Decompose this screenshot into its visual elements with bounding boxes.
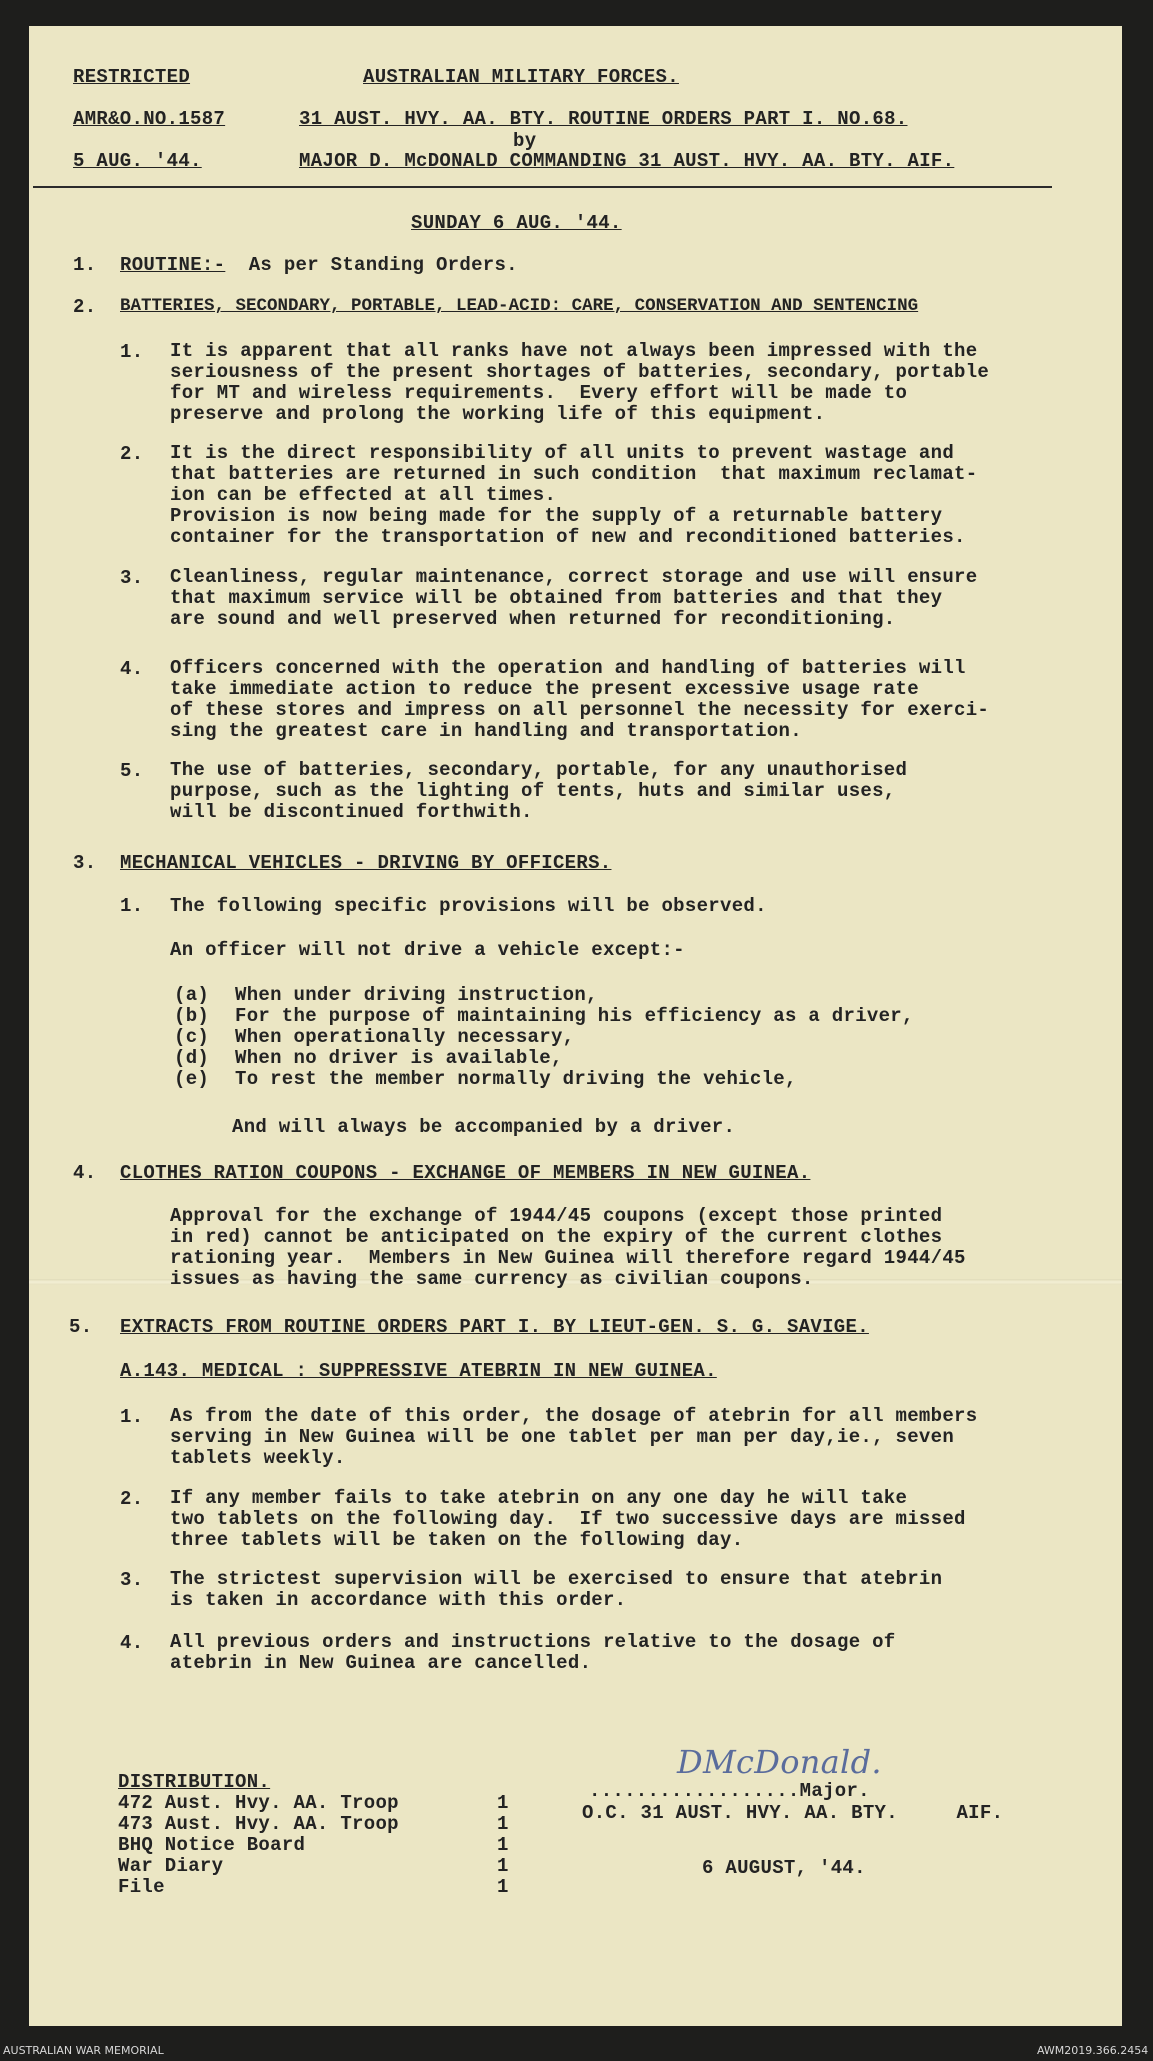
handwritten-signature: DMcDonald.	[677, 1743, 882, 1781]
list-item-number: 3.	[120, 567, 144, 589]
coupons-paragraph: Approval for the exchange of 1944/45 coupons (except those printed in red) cannot be anticipated on the expiry of the current clothes rationing year. Members in New Guinea will therefore regard 1944/45 issues as having the same currency as civilian coupons.	[170, 1205, 966, 1290]
list-item-number: 1.	[120, 1406, 144, 1428]
distribution-row-name: 473 Aust. Hvy. AA. Troop	[118, 1813, 399, 1835]
signature-dots-line: ..................Major.	[589, 1780, 870, 1802]
list-item-number: 1.	[120, 341, 144, 363]
section-title: BATTERIES, SECONDARY, PORTABLE, LEAD-ACID: CARE, CONSERVATION AND SENTENCING	[120, 296, 919, 316]
list-item-text: Officers concerned with the operation and handling of batteries will take immediate action to reduce the present excessive usage rate of these stores and impress on all personnel the necessity for exerci- sing the greatest care in handling and transportation.	[170, 657, 990, 742]
condition-key: (d)	[174, 1047, 210, 1069]
section-title: EXTRACTS FROM ROUTINE ORDERS PART I. BY LIEUT-GEN. S. G. SAVIGE.	[120, 1316, 869, 1338]
list-item-text: All previous orders and instructions relative to the dosage of atebrin in New Guinea are cancelled.	[170, 1631, 896, 1674]
condition-key: (e)	[174, 1068, 210, 1090]
section-routine	[120, 254, 518, 276]
distribution-row-name: BHQ Notice Board	[118, 1834, 306, 1856]
by-label: by	[513, 130, 537, 152]
signature-date: 6 AUGUST, '44.	[702, 1857, 866, 1879]
list-item-number: 5.	[120, 760, 144, 782]
issue-date: 5 AUG. '44.	[73, 150, 202, 172]
list-item-number: 3.	[120, 1569, 144, 1591]
header-rule	[33, 186, 1052, 188]
section-text: As per Standing Orders.	[225, 254, 518, 276]
list-item-number: 4.	[120, 658, 144, 680]
commanding-officer-line: MAJOR D. McDONALD COMMANDING 31 AUST. HVY. AA. BTY. AIF.	[299, 150, 955, 172]
date-heading: SUNDAY 6 AUG. '44.	[411, 212, 622, 234]
distribution-row-qty: 1	[497, 1855, 509, 1877]
list-item-number: 4.	[120, 1632, 144, 1654]
list-item-text: Cleanliness, regular maintenance, correct storage and use will ensure that maximum service will be obtained from batteries and that they are sound and well preserved when returned for reconditioning.	[170, 566, 978, 630]
condition-key: (c)	[174, 1026, 210, 1048]
vehicle-rule-intro: An officer will not drive a vehicle except:-	[170, 939, 685, 961]
distribution-heading: DISTRIBUTION.	[118, 1771, 271, 1793]
condition-key: (b)	[174, 1005, 210, 1027]
condition-text: For the purpose of maintaining his efficiency as a driver,	[235, 1005, 914, 1027]
section-number: 1.	[73, 254, 97, 276]
distribution-row-qty: 1	[497, 1792, 509, 1814]
list-item-text: The strictest supervision will be exercised to ensure that atebrin is taken in accordance with this order.	[170, 1568, 943, 1611]
organisation-title: AUSTRALIAN MILITARY FORCES.	[363, 66, 679, 88]
signatory-title: O.C. 31 AUST. HVY. AA. BTY. AIF.	[582, 1802, 1004, 1824]
section-title: CLOTHES RATION COUPONS - EXCHANGE OF MEMBERS IN NEW GUINEA.	[120, 1162, 811, 1184]
restricted-label: RESTRICTED	[73, 66, 191, 88]
archive-reference: AWM2019.366.2454	[1037, 2044, 1149, 2057]
list-item-text: The following specific provisions will be observed.	[170, 895, 767, 917]
section-number: 2.	[73, 296, 97, 318]
condition-key: (a)	[174, 984, 210, 1006]
archive-caption: AUSTRALIAN WAR MEMORIAL	[3, 2044, 164, 2057]
condition-text: When no driver is available,	[235, 1047, 563, 1069]
section-title: MECHANICAL VEHICLES - DRIVING BY OFFICERS.	[120, 852, 612, 874]
section-number: 3.	[73, 852, 97, 874]
distribution-row-name: 472 Aust. Hvy. AA. Troop	[118, 1792, 399, 1814]
condition-text: When under driving instruction,	[235, 984, 598, 1006]
section-subtitle: A.143. MEDICAL : SUPPRESSIVE ATEBRIN IN NEW GUINEA.	[120, 1360, 717, 1382]
section-number: 4.	[73, 1162, 97, 1184]
condition-text: When operationally necessary,	[235, 1026, 575, 1048]
document-page	[29, 26, 1122, 2026]
list-item-text: It is apparent that all ranks have not always been impressed with the seriousness of the present shortages of batteries, secondary, portable for MT and wireless requirements. Every effort will be made to preserve and prolong the working life of this equipment.	[170, 340, 990, 425]
vehicle-rule-closing: And will always be accompanied by a driver.	[232, 1116, 736, 1138]
list-item-text: If any member fails to take atebrin on any one day he will take two tablets on the following day. If two successive days are missed three tablets will be taken on the following day.	[170, 1487, 966, 1551]
distribution-row-name: War Diary	[118, 1855, 224, 1877]
routine-orders-title: 31 AUST. HVY. AA. BTY. ROUTINE ORDERS PART I. NO.68.	[299, 108, 908, 130]
list-item-text: As from the date of this order, the dosage of atebrin for all members serving in New Guinea will be one tablet per man per day,ie., seven tablets weekly.	[170, 1405, 978, 1469]
list-item-number: 1.	[120, 895, 144, 917]
distribution-row-qty: 1	[497, 1834, 509, 1856]
distribution-row-name: File	[118, 1876, 165, 1898]
section-number: 5.	[69, 1316, 93, 1338]
distribution-row-qty: 1	[497, 1813, 509, 1835]
list-item-number: 2.	[120, 1488, 144, 1510]
order-number: AMR&O.NO.1587	[73, 108, 226, 130]
section-title: ROUTINE:-	[120, 254, 226, 276]
condition-text: To rest the member normally driving the vehicle,	[235, 1068, 797, 1090]
list-item-text: It is the direct responsibility of all units to prevent wastage and that batteries are returned in such condition that maximum reclamat- ion can be effected at all times. Provision is now being made for the supply of a returnable battery container for the transportation of new and reconditioned batteries.	[170, 442, 978, 548]
list-item-number: 2.	[120, 443, 144, 465]
list-item-text: The use of batteries, secondary, portable, for any unauthorised purpose, such as the lighting of tents, huts and similar uses, will be discontinued forthwith.	[170, 759, 908, 823]
distribution-row-qty: 1	[497, 1876, 509, 1898]
